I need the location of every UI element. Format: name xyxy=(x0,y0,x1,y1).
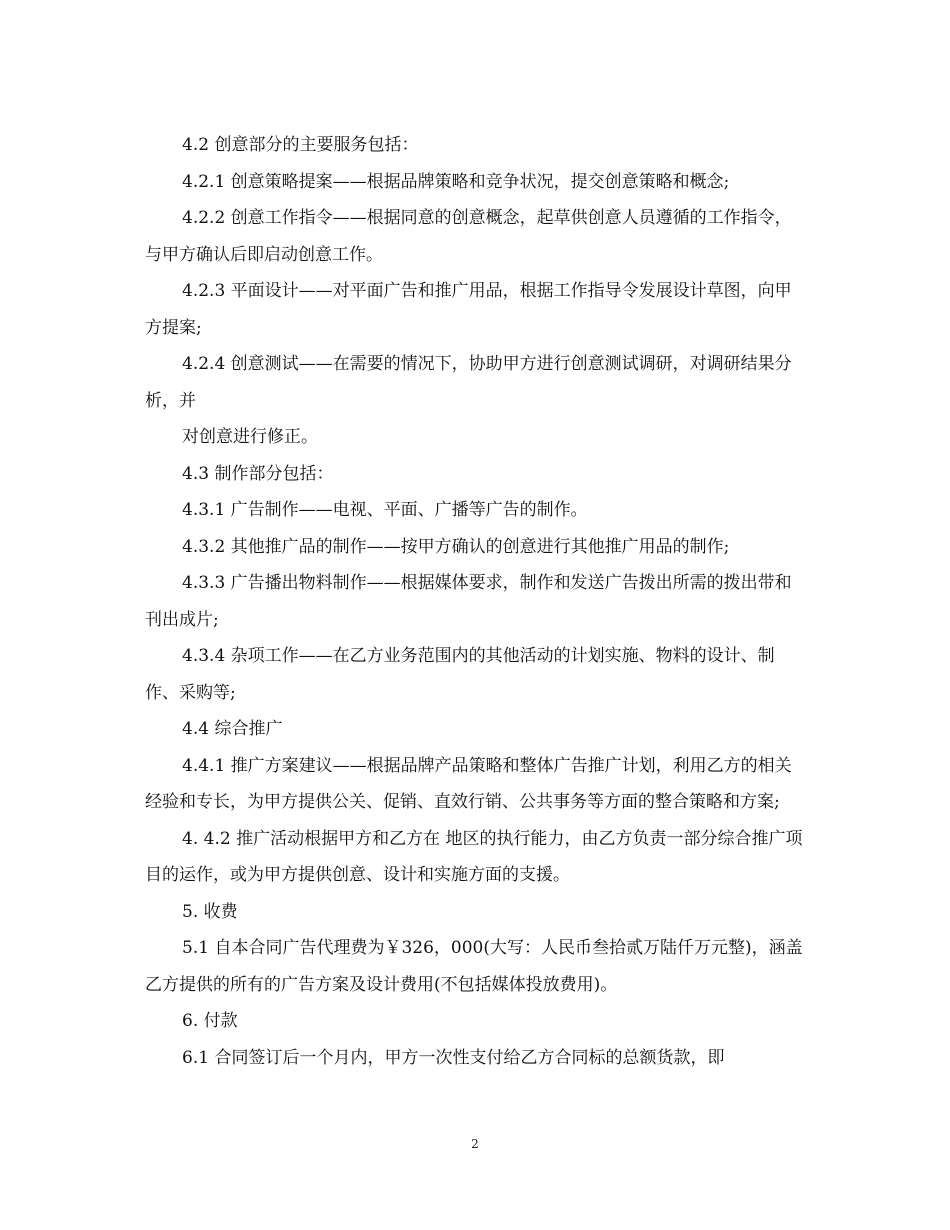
paragraph-5-1 xyxy=(145,930,805,1003)
text-line: 对创意进行修正。 xyxy=(182,427,318,447)
paragraph-4-3-1 xyxy=(145,492,805,529)
text-line: 计、制作、采购等; xyxy=(145,646,775,703)
text-line: 策略和方案; xyxy=(689,792,780,812)
paragraph-6 xyxy=(145,1003,805,1040)
text-line: 指令，与甲方确认后即启动创意工作。 xyxy=(145,208,792,265)
text-line: 图，向甲方提案; xyxy=(145,281,792,338)
text-line: 4.2.1 创意策略提案——根据品牌策略和竞争状况，提交创意策略和概念; xyxy=(182,171,730,192)
text-line: 5.1 自本合同广告代理费为￥326，000(大写：人民币叁拾贰万陆仟万元 xyxy=(182,938,728,958)
text-line: 5. 收费 xyxy=(182,901,238,922)
text-line: 合推广项目的运作，或为甲方提供创意、设计和实施方面的支援。 xyxy=(145,828,803,885)
text-line: 4.2 创意部分的主要服务包括： xyxy=(182,135,419,155)
text-line: 结果分析，并 xyxy=(145,354,792,411)
paragraph-4-3-4 xyxy=(145,638,805,711)
text-line: 4.4 综合推广 xyxy=(182,719,283,739)
paragraph-4-4 xyxy=(145,711,805,748)
text-line: 出带和刊出成片; xyxy=(145,573,792,630)
paragraph-4-4-2 xyxy=(145,821,805,894)
paragraph-6-1 xyxy=(145,1040,805,1077)
text-line: 4.3 制作部分包括： xyxy=(182,463,334,484)
paragraph-4-3 xyxy=(145,456,805,493)
paragraph-5 xyxy=(145,894,805,931)
text-line: 4. 4.2 推广活动根据甲方和乙方在 地区的执行能力，由乙方负责一部分综 xyxy=(182,828,735,849)
page-number: 2 xyxy=(471,1137,479,1151)
text-line: 4.2.3 平面设计——对平面广告和推广用品，根据工作指导令发展设计草 xyxy=(182,281,724,301)
paragraph-4-2-3 xyxy=(145,273,805,346)
text-line: 6. 付款 xyxy=(182,1011,238,1031)
paragraph-4-2-2 xyxy=(145,200,805,273)
paragraph-4-2 xyxy=(145,127,805,164)
text-line: 4.3.4 杂项工作——在乙方业务范围内的其他活动的计划实施、物料的设 xyxy=(182,646,724,666)
text-line: 4.2.2 创意工作指令——根据同意的创意概念，起草供创意人员遵循的工作 xyxy=(182,208,741,228)
paragraph-4-2-1 xyxy=(145,164,805,201)
text-line: 6.1 合同签订后一个月内，甲方一次性支付给乙方合同标的总额货款，即 xyxy=(182,1047,725,1068)
paragraph-4-2-4 xyxy=(145,346,805,419)
text-line: 整)，涵盖乙方提供的所有的广告方案及设计费用(不包括媒体投放费用)。 xyxy=(145,938,803,995)
text-line: 4.3.2 其他推广品的制作——按甲方确认的创意进行其他推广用品的制作; xyxy=(182,536,730,557)
text-line: 的相关经验和专长，为甲方提供公关、促销、直效行销、公共事务等方面的整合 xyxy=(145,755,792,812)
paragraph-4-4-1 xyxy=(145,748,805,821)
paragraph-4-3-2 xyxy=(145,529,805,566)
document-body xyxy=(145,127,805,1076)
paragraph-continuation xyxy=(145,419,805,456)
text-line: 4.4.1 推广方案建议——根据品牌产品策略和整体广告推广计划，利用乙方 xyxy=(182,755,741,776)
text-line: 4.2.4 创意测试——在需要的情况下，协助甲方进行创意测试调研，对调研 xyxy=(182,354,741,374)
text-line: 4.3.1 广告制作——电视、平面、广播等广告的制作。 xyxy=(182,500,588,520)
paragraph-4-3-3 xyxy=(145,565,805,638)
text-line: 4.3.3 广告播出物料制作——根据媒体要求，制作和发送广告拨出所需的拨 xyxy=(182,573,741,593)
